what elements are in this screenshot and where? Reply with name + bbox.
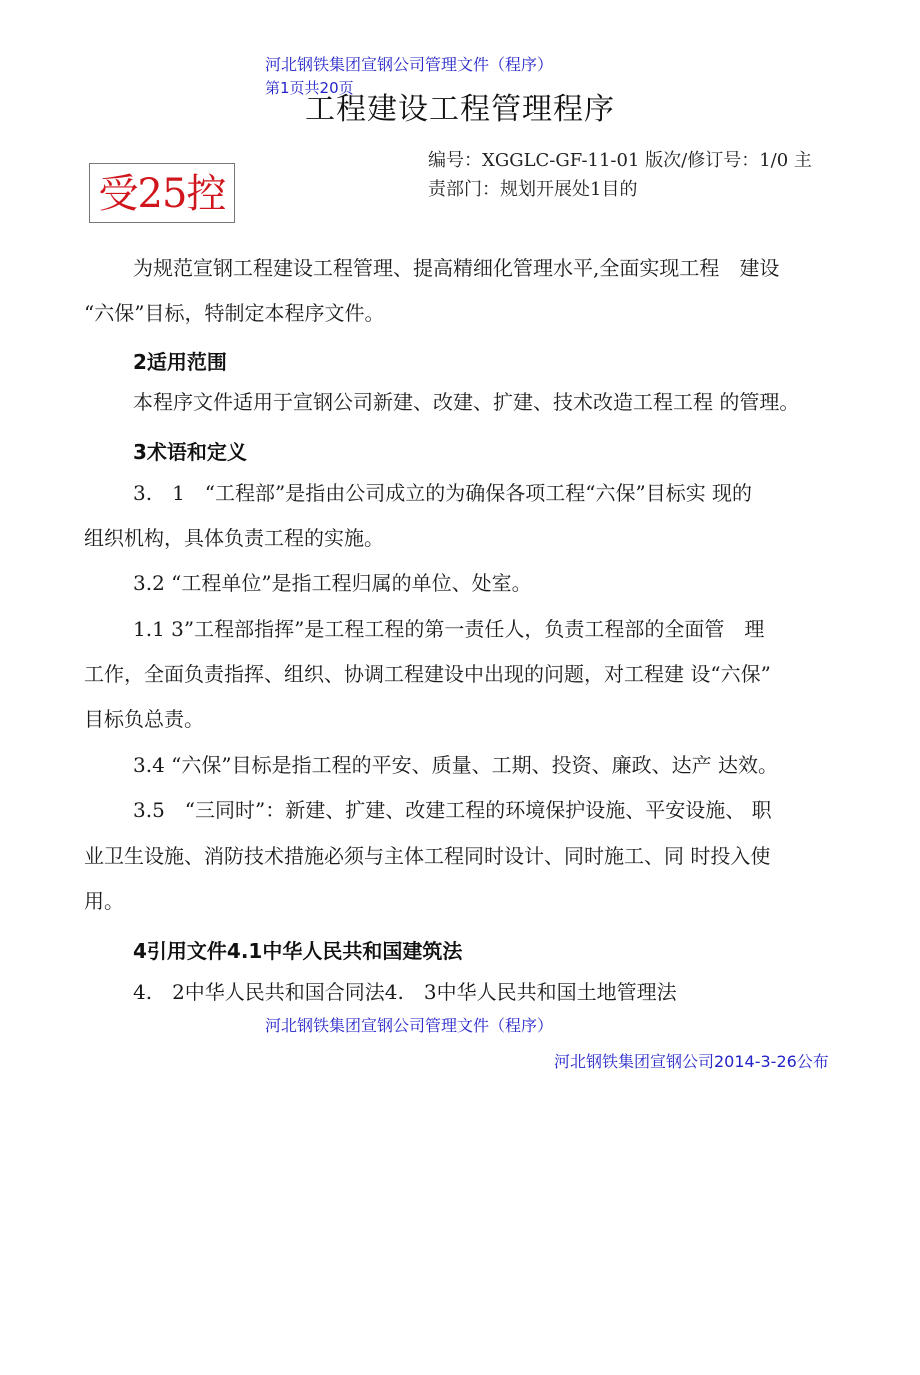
para-term-3-4: 3.4 “六保”目标是指工程的平安、质量、工期、投资、廉政、达产 达效。 — [133, 753, 778, 777]
para-term-3-3-line-1: 1.1 3”工程部指挥”是工程工程的第一责任人，负责工程部的全面管 理 — [133, 617, 765, 641]
para-purpose-line-2: “六保”目标，特制定本程序文件。 — [84, 301, 385, 325]
controlled-copy-stamp: 受25控 — [89, 163, 235, 223]
footer-publish-info: 河北钢铁集团宣钢公司2014-3-26公布 — [554, 1052, 829, 1071]
para-references: 4. 2中华人民共和国合同法4. 3中华人民共和国土地管理法 — [133, 980, 677, 1004]
header-page-info: 第1页共20页 — [265, 79, 354, 97]
para-term-3-3-line-2: 工作，全面负责指挥、组织、协调工程建设中出现的问题，对工程建 设“六保” — [84, 662, 771, 686]
para-purpose-line-1: 为规范宣钢工程建设工程管理、提高精细化管理水平,全面实现工程 建设 — [133, 256, 780, 280]
doc-meta-line-2: 责部门：规划开展处1目的 — [428, 179, 638, 200]
section-heading-terms: 3术语和定义 — [133, 440, 247, 464]
section-heading-scope: 2适用范围 — [133, 350, 227, 374]
para-term-3-5-line-3: 用。 — [84, 889, 124, 913]
para-scope: 本程序文件适用于宣钢公司新建、改建、扩建、技术改造工程工程 的管理。 — [133, 390, 800, 414]
header-doc-series: 河北钢铁集团宣钢公司管理文件（程序） — [265, 55, 554, 74]
para-term-3-5-line-2: 业卫生设施、消防技术措施必须与主体工程同时设计、同时施工、同 时投入使 — [84, 844, 771, 868]
doc-meta-line-1: 编号：XGGLC-GF-11-01 版次/修订号：1/0 主 — [428, 150, 812, 171]
document-title: 工程建设工程管理程序 — [305, 92, 615, 127]
para-term-3-5-line-1: 3.5 “三同时”：新建、扩建、改建工程的环境保护设施、平安设施、 职 — [133, 798, 772, 822]
para-term-3-2: 3.2 “工程单位”是指工程归属的单位、处室。 — [133, 571, 532, 595]
para-term-3-1-line-2: 组织机构，具体负责工程的实施。 — [84, 526, 384, 550]
para-term-3-1-line-1: 3. 1 “工程部”是指由公司成立的为确保各项工程“六保”目标实 现的 — [133, 481, 753, 505]
footer-doc-series: 河北钢铁集团宣钢公司管理文件（程序） — [265, 1016, 554, 1035]
section-heading-references: 4引用文件4.1中华人民共和国建筑法 — [133, 939, 463, 963]
para-term-3-3-line-3: 目标负总责。 — [84, 707, 204, 731]
